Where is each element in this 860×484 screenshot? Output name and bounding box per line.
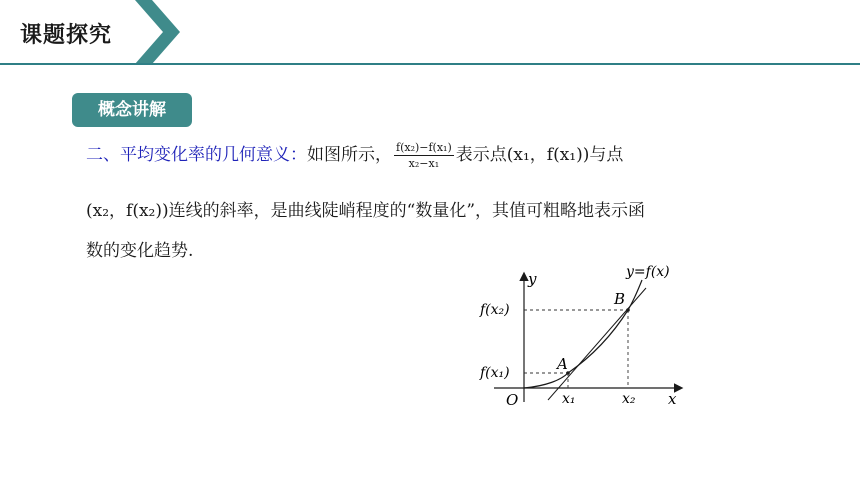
point-a-label: A bbox=[557, 355, 568, 373]
fraction-numerator: f(x₂)−f(x₁) bbox=[396, 141, 452, 154]
point-b bbox=[626, 308, 630, 312]
fx2-label: f(x₂) bbox=[480, 302, 510, 318]
origin-label: O bbox=[506, 391, 519, 409]
point-b-label: B bbox=[614, 290, 626, 308]
fraction-denominator: x₂−x₁ bbox=[408, 157, 440, 170]
paragraph-heading: 二、平均变化率的几何意义： bbox=[86, 145, 307, 165]
paragraph-line-2: (x₂，f(x₂))连线的斜率，是曲线陡峭程度的“数量化”，其值可粗略地表示函 bbox=[86, 201, 646, 221]
paragraph-line-1 bbox=[86, 140, 786, 180]
paragraph-line-3: 数的变化趋势. bbox=[86, 241, 194, 261]
x2-label: x₂ bbox=[622, 391, 636, 407]
page-title: 课题探究 bbox=[20, 23, 113, 48]
x1-label: x₁ bbox=[562, 391, 576, 407]
curve-label: y=f(x) bbox=[626, 264, 670, 280]
paragraph-intro: 如图所示， bbox=[307, 145, 392, 165]
function-graph bbox=[476, 262, 696, 412]
header-divider bbox=[0, 63, 860, 65]
x-axis-label: x bbox=[668, 390, 677, 408]
secant-line bbox=[548, 288, 646, 400]
header-bar bbox=[0, 0, 860, 64]
slope-fraction bbox=[394, 141, 454, 170]
section-badge: 概念讲解 bbox=[72, 93, 192, 127]
paragraph-line1-tail: 表示点(x₁，f(x₁))与点 bbox=[455, 145, 624, 165]
fx1-label: f(x₁) bbox=[480, 365, 510, 381]
y-axis-label: y bbox=[528, 270, 537, 288]
